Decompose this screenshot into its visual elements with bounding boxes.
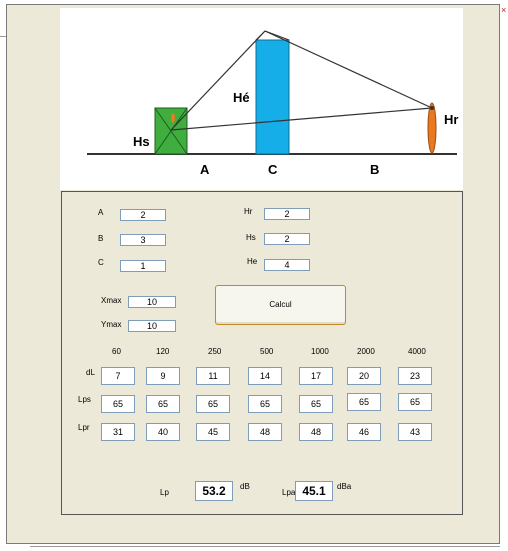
param-hs-input[interactable]: 2 <box>264 233 310 245</box>
calcul-button[interactable]: Calcul <box>215 285 346 325</box>
label-param-hr: Hr <box>244 207 253 216</box>
row-label-lps: Lps <box>78 395 91 404</box>
unit-lp: dB <box>240 482 250 491</box>
freq-header: 60 <box>112 347 121 356</box>
lpr-cell[interactable]: 48 <box>248 423 282 441</box>
label-lp: Lp <box>160 488 169 497</box>
source-marker <box>171 113 175 123</box>
lps-cell[interactable]: 65 <box>248 395 282 413</box>
dl-cell[interactable]: 20 <box>347 367 381 385</box>
label-hr: Hr <box>444 112 459 127</box>
row-label-dl: dL <box>86 368 95 377</box>
lps-cell[interactable]: 65 <box>196 395 230 413</box>
lpr-cell[interactable]: 48 <box>299 423 333 441</box>
row-label-lpr: Lpr <box>78 423 90 432</box>
param-he-input[interactable]: 4 <box>264 259 310 271</box>
dl-cell[interactable]: 23 <box>398 367 432 385</box>
lpr-cell[interactable]: 31 <box>101 423 135 441</box>
label-hs: Hs <box>133 134 150 149</box>
lpa-result: 45.1 <box>295 481 333 501</box>
ray-top-receiver <box>265 31 432 108</box>
label-param-he: He <box>247 257 258 266</box>
ray-source-top <box>171 31 265 130</box>
freq-header: 250 <box>208 347 222 356</box>
lpr-cell[interactable]: 40 <box>146 423 180 441</box>
lpr-cell[interactable]: 45 <box>196 423 230 441</box>
param-a-input[interactable]: 2 <box>120 209 166 221</box>
lp-result: 53.2 <box>195 481 233 501</box>
freq-header: 120 <box>156 347 170 356</box>
diagram-svg <box>60 8 463 190</box>
ymax-input[interactable]: 10 <box>128 320 176 332</box>
label-lpa: Lpa <box>282 488 296 497</box>
receiver-ellipse <box>428 103 436 153</box>
dl-cell[interactable]: 14 <box>248 367 282 385</box>
label-b: B <box>370 162 380 177</box>
lps-cell[interactable]: 65 <box>101 395 135 413</box>
dl-cell[interactable]: 11 <box>196 367 230 385</box>
param-c-input[interactable]: 1 <box>120 260 166 272</box>
label-he: Hé <box>233 90 250 105</box>
close-icon[interactable]: × <box>501 5 507 15</box>
xmax-input[interactable]: 10 <box>128 296 176 308</box>
freq-header: 2000 <box>357 347 375 356</box>
window-bottom-line <box>30 546 500 547</box>
freq-header: 1000 <box>311 347 329 356</box>
label-ymax: Ymax <box>101 320 122 329</box>
lps-cell[interactable]: 65 <box>146 395 180 413</box>
freq-header: 500 <box>260 347 274 356</box>
dl-cell[interactable]: 9 <box>146 367 180 385</box>
unit-lpa: dBa <box>337 482 352 491</box>
label-param-a: A <box>98 208 104 217</box>
lpr-cell[interactable]: 43 <box>398 423 432 441</box>
screen-top-right <box>265 31 289 40</box>
freq-header: 4000 <box>408 347 426 356</box>
ray-direct <box>171 108 432 130</box>
dl-cell[interactable]: 7 <box>101 367 135 385</box>
receiver-point <box>430 106 434 110</box>
label-xmax: Xmax <box>101 296 122 305</box>
barrier-diagram <box>60 8 463 190</box>
lps-cell[interactable]: 65 <box>299 395 333 413</box>
label-c: C <box>268 162 278 177</box>
param-b-input[interactable]: 3 <box>120 234 166 246</box>
lpr-cell[interactable]: 46 <box>347 423 381 441</box>
label-param-c: C <box>98 258 104 267</box>
lps-cell[interactable]: 65 <box>398 393 432 411</box>
dl-cell[interactable]: 17 <box>299 367 333 385</box>
screen-top-left <box>256 31 265 40</box>
param-hr-input[interactable]: 2 <box>264 208 310 220</box>
lps-cell[interactable]: 65 <box>347 393 381 411</box>
screen-barrier <box>256 40 289 154</box>
label-param-b: B <box>98 234 104 243</box>
label-param-hs: Hs <box>246 233 256 242</box>
label-a: A <box>200 162 210 177</box>
